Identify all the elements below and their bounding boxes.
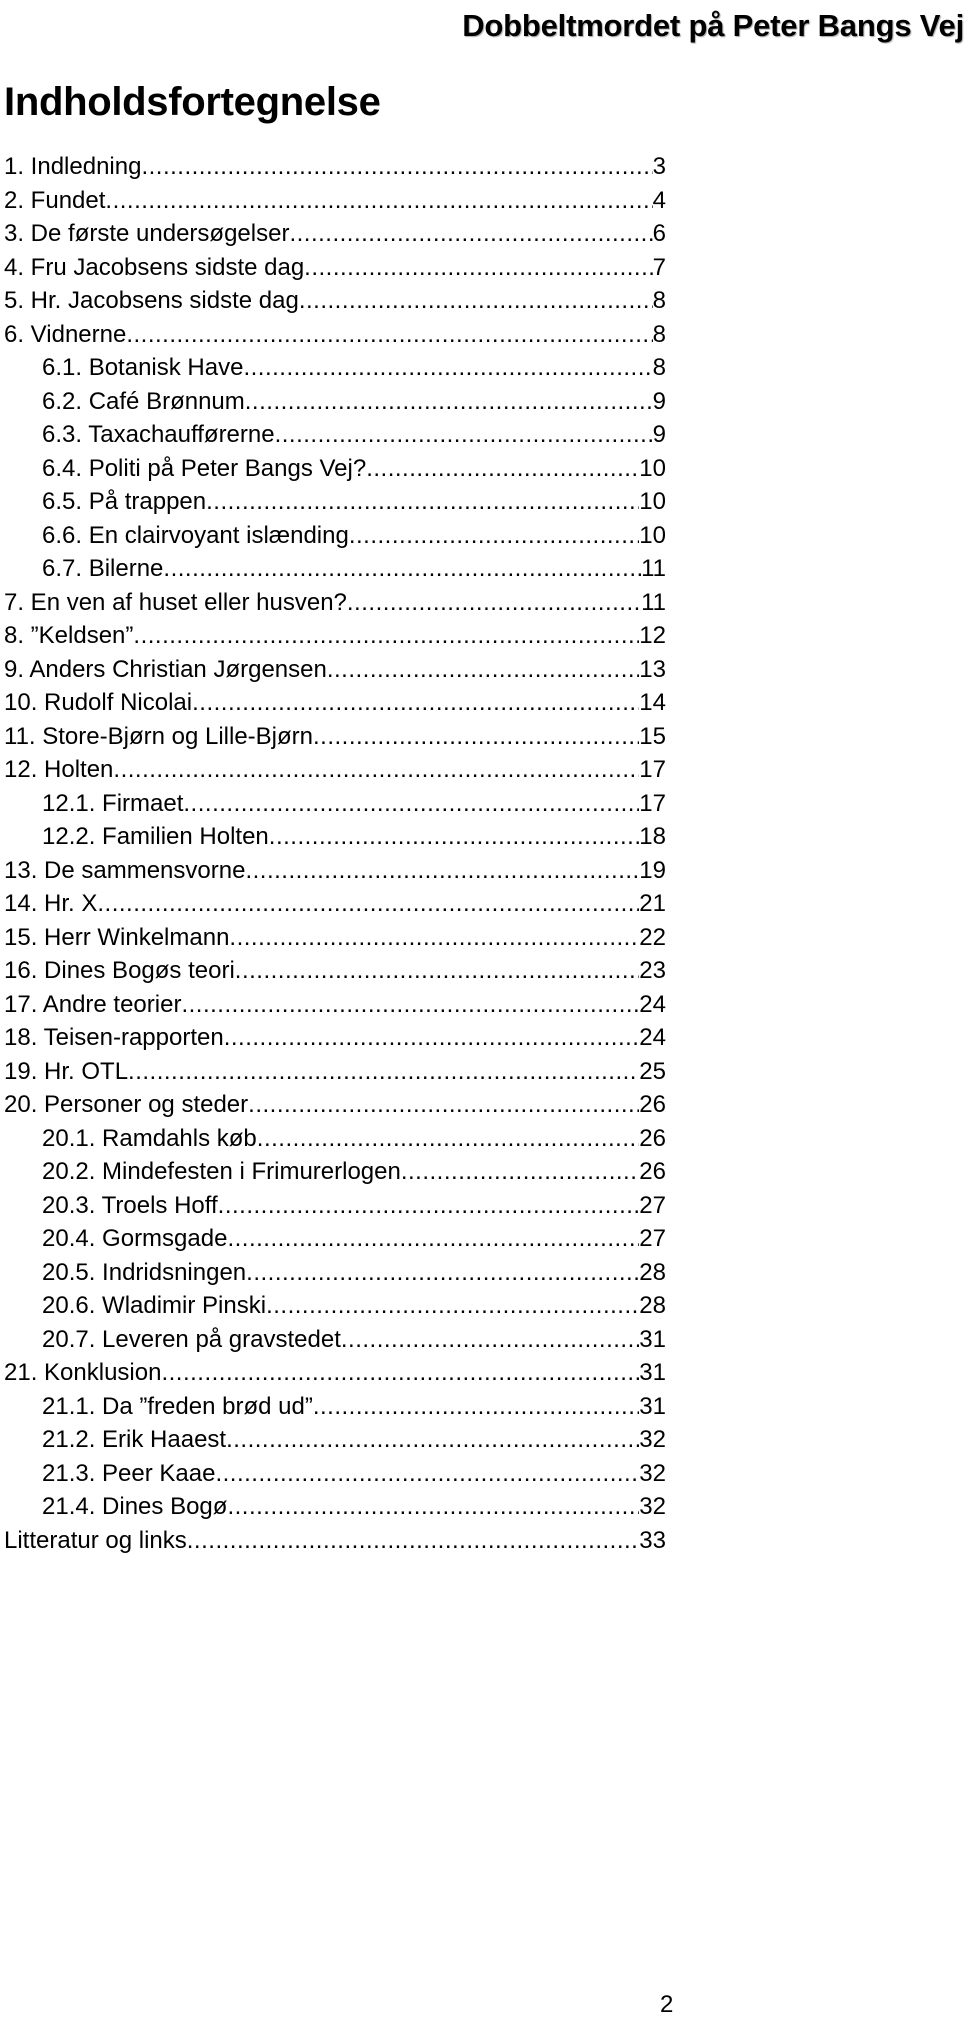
toc-dot-leader xyxy=(269,820,640,854)
toc-entry[interactable] xyxy=(0,1222,666,1256)
toc-entry[interactable] xyxy=(0,519,666,553)
toc-entry[interactable] xyxy=(0,1055,666,1089)
toc-entry[interactable] xyxy=(0,351,666,385)
toc-entry-page: 27 xyxy=(639,1191,666,1219)
toc-dot-leader xyxy=(105,184,652,218)
toc-dot-leader xyxy=(218,1189,640,1223)
toc-entry[interactable] xyxy=(0,686,666,720)
toc-entry[interactable] xyxy=(0,1323,666,1357)
toc-entry[interactable] xyxy=(0,217,666,251)
toc-entry[interactable] xyxy=(0,184,666,218)
toc-entry-label: 3. De første undersøgelser xyxy=(4,220,290,247)
toc-dot-leader xyxy=(243,351,652,385)
toc-entry-page: 10 xyxy=(639,488,666,515)
toc-entry-page: 4 xyxy=(652,186,666,214)
toc-dot-leader xyxy=(163,552,641,586)
toc-entry-page: 22 xyxy=(639,923,666,951)
toc-dot-leader xyxy=(304,251,652,285)
toc-dot-leader xyxy=(401,1155,639,1189)
toc-dot-leader xyxy=(97,887,639,921)
toc-title: Indholdsfortegnelse xyxy=(4,80,381,124)
toc-entry[interactable] xyxy=(0,586,666,620)
toc-entry[interactable] xyxy=(0,619,666,653)
running-header-title: Dobbeltmordet på Peter Bangs Vej xyxy=(462,8,964,43)
toc-entry[interactable] xyxy=(0,485,666,519)
toc-dot-leader xyxy=(128,1055,639,1089)
toc-entry-label: 11. Store-Bjørn og Lille-Bjørn xyxy=(4,722,313,750)
toc-entry[interactable] xyxy=(0,1356,666,1390)
table-of-contents xyxy=(0,150,666,1557)
toc-dot-leader xyxy=(206,485,639,519)
toc-entry-page: 27 xyxy=(639,1225,666,1252)
toc-entry-page: 7 xyxy=(652,253,666,281)
toc-entry[interactable] xyxy=(0,653,666,687)
toc-dot-leader xyxy=(275,418,653,452)
toc-entry[interactable] xyxy=(0,1122,666,1156)
toc-entry-label: 21.4. Dines Bogø xyxy=(42,1493,228,1520)
toc-entry-label: 18. Teisen-rapporten xyxy=(4,1024,224,1051)
toc-dot-leader xyxy=(245,854,639,888)
toc-entry-page: 26 xyxy=(639,1124,666,1152)
toc-entry-page: 8 xyxy=(652,320,666,348)
toc-dot-leader xyxy=(313,1390,639,1424)
toc-entry[interactable] xyxy=(0,1088,666,1122)
toc-entry-page: 26 xyxy=(639,1158,666,1185)
toc-entry-page: 12 xyxy=(639,622,666,649)
toc-entry-page: 31 xyxy=(639,1392,666,1420)
toc-entry-page: 8 xyxy=(652,354,666,381)
toc-entry-label: 20.6. Wladimir Pinski xyxy=(42,1292,267,1319)
toc-dot-leader xyxy=(215,1457,639,1491)
toc-entry-page: 10 xyxy=(639,521,666,549)
toc-dot-leader xyxy=(235,954,640,988)
toc-entry[interactable] xyxy=(0,1256,666,1290)
toc-dot-leader xyxy=(349,519,639,553)
toc-dot-leader xyxy=(299,284,653,318)
toc-entry[interactable] xyxy=(0,1457,666,1491)
toc-entry-label: 20.3. Troels Hoff xyxy=(42,1191,218,1219)
toc-entry-label: 9. Anders Christian Jørgensen xyxy=(4,655,327,683)
toc-entry-page: 15 xyxy=(639,722,666,750)
toc-entry-label: 6.6. En clairvoyant islænding xyxy=(42,521,349,549)
toc-entry[interactable] xyxy=(0,1423,666,1457)
toc-entry-label: 6.5. På trappen xyxy=(42,488,207,515)
toc-entry-page: 28 xyxy=(639,1292,666,1319)
toc-entry-label: 12.2. Familien Holten xyxy=(42,823,269,850)
toc-entry-label: Litteratur og links xyxy=(4,1526,187,1554)
toc-entry[interactable] xyxy=(0,854,666,888)
toc-entry-page: 31 xyxy=(639,1325,666,1353)
toc-entry-label: 6.2. Café Brønnum xyxy=(42,387,245,415)
toc-entry-page: 9 xyxy=(652,387,666,415)
toc-entry-label: 6.1. Botanisk Have xyxy=(42,354,244,381)
toc-entry[interactable] xyxy=(0,385,666,419)
toc-dot-leader xyxy=(161,1356,639,1390)
toc-entry[interactable] xyxy=(0,552,666,586)
toc-entry[interactable] xyxy=(0,1155,666,1189)
page-number: 2 xyxy=(660,1991,674,2018)
toc-dot-leader xyxy=(192,686,639,720)
toc-entry-label: 14. Hr. X xyxy=(4,890,98,917)
toc-entry-label: 1. Indledning xyxy=(4,153,142,180)
toc-entry-label: 12. Holten xyxy=(4,756,114,783)
toc-entry[interactable] xyxy=(0,251,666,285)
toc-entry[interactable] xyxy=(0,921,666,955)
toc-entry[interactable] xyxy=(0,150,666,184)
toc-dot-leader xyxy=(347,586,641,620)
toc-entry-label: 8. ”Keldsen” xyxy=(4,622,134,649)
toc-entry-label: 21. Konklusion xyxy=(4,1359,162,1386)
toc-entry[interactable] xyxy=(0,720,666,754)
toc-entry-label: 10. Rudolf Nicolai xyxy=(4,689,193,716)
toc-dot-leader xyxy=(141,150,652,184)
toc-dot-leader xyxy=(257,1122,640,1156)
toc-entry-page: 17 xyxy=(639,756,666,783)
toc-entry-page: 10 xyxy=(639,454,666,482)
toc-entry-page: 17 xyxy=(639,789,666,817)
toc-entry-label: 13. De sammensvorne xyxy=(4,856,246,884)
toc-entry[interactable] xyxy=(0,452,666,486)
toc-entry-page: 14 xyxy=(639,689,666,716)
toc-entry-label: 17. Andre teorier xyxy=(4,990,182,1018)
toc-entry-label: 4. Fru Jacobsens sidste dag xyxy=(4,253,305,281)
toc-entry[interactable] xyxy=(0,1289,666,1323)
toc-entry[interactable] xyxy=(0,1189,666,1223)
toc-entry-page: 3 xyxy=(652,153,666,180)
toc-dot-leader xyxy=(246,1256,639,1290)
toc-entry-label: 21.1. Da ”freden brød ud” xyxy=(42,1392,313,1420)
toc-entry-page: 32 xyxy=(639,1493,666,1520)
toc-entry-label: 21.2. Erik Haaest xyxy=(42,1426,227,1453)
toc-entry[interactable] xyxy=(0,887,666,921)
toc-entry-page: 23 xyxy=(639,957,666,984)
toc-entry-label: 20.1. Ramdahls køb xyxy=(42,1124,257,1152)
toc-dot-leader xyxy=(266,1289,639,1323)
toc-entry[interactable] xyxy=(0,988,666,1022)
toc-entry-label: 2. Fundet xyxy=(4,186,106,214)
toc-entry-label: 16. Dines Bogøs teori xyxy=(4,957,235,984)
toc-entry-label: 20.5. Indridsningen xyxy=(42,1258,247,1286)
toc-entry-page: 11 xyxy=(641,588,666,616)
toc-entry-label: 20.4. Gormsgade xyxy=(42,1225,228,1252)
toc-dot-leader xyxy=(289,217,652,251)
toc-dot-leader xyxy=(327,653,639,687)
toc-entry-label: 7. En ven af huset eller husven? xyxy=(4,588,347,616)
toc-entry-page: 26 xyxy=(639,1091,666,1118)
toc-entry-label: 6. Vidnerne xyxy=(4,320,127,348)
toc-entry[interactable] xyxy=(0,1524,666,1558)
toc-entry[interactable] xyxy=(0,1021,666,1055)
toc-entry-page: 11 xyxy=(641,555,666,582)
toc-entry-label: 20.2. Mindefesten i Frimurerlogen xyxy=(42,1158,401,1185)
toc-entry[interactable] xyxy=(0,418,666,452)
toc-dot-leader xyxy=(113,753,639,787)
toc-dot-leader xyxy=(248,1088,639,1122)
toc-entry-page: 33 xyxy=(639,1526,666,1554)
toc-entry-page: 25 xyxy=(639,1057,666,1085)
toc-entry[interactable] xyxy=(0,753,666,787)
toc-entry-label: 6.3. Taxachaufførerne xyxy=(42,421,275,448)
toc-entry[interactable] xyxy=(0,954,666,988)
toc-dot-leader xyxy=(366,452,639,486)
toc-entry[interactable] xyxy=(0,787,666,821)
toc-entry-label: 20.7. Leveren på gravstedet xyxy=(42,1325,341,1353)
toc-entry-page: 21 xyxy=(639,890,666,917)
toc-dot-leader xyxy=(229,921,639,955)
toc-entry-label: 6.4. Politi på Peter Bangs Vej? xyxy=(42,454,367,482)
toc-entry-page: 9 xyxy=(652,421,666,448)
toc-dot-leader xyxy=(187,1524,640,1558)
toc-entry-page: 31 xyxy=(639,1359,666,1386)
toc-dot-leader xyxy=(313,720,639,754)
toc-entry-page: 24 xyxy=(639,990,666,1018)
toc-entry-page: 6 xyxy=(652,220,666,247)
toc-entry[interactable] xyxy=(0,1490,666,1524)
toc-entry-page: 32 xyxy=(639,1459,666,1487)
toc-entry-label: 12.1. Firmaet xyxy=(42,789,184,817)
toc-dot-leader xyxy=(224,1021,640,1055)
toc-dot-leader xyxy=(226,1423,639,1457)
toc-entry-label: 20. Personer og steder xyxy=(4,1091,249,1118)
toc-dot-leader xyxy=(227,1490,639,1524)
toc-dot-leader xyxy=(183,787,639,821)
toc-entry-page: 32 xyxy=(639,1426,666,1453)
toc-entry[interactable] xyxy=(0,1390,666,1424)
toc-entry[interactable] xyxy=(0,284,666,318)
toc-dot-leader xyxy=(181,988,639,1022)
toc-entry-page: 28 xyxy=(639,1258,666,1286)
toc-entry-label: 15. Herr Winkelmann xyxy=(4,923,230,951)
toc-entry[interactable] xyxy=(0,318,666,352)
toc-entry-page: 19 xyxy=(639,856,666,884)
toc-entry-page: 8 xyxy=(652,287,666,314)
toc-dot-leader xyxy=(341,1323,639,1357)
toc-dot-leader xyxy=(227,1222,639,1256)
toc-entry-page: 18 xyxy=(639,823,666,850)
toc-dot-leader xyxy=(245,385,653,419)
toc-entry[interactable] xyxy=(0,820,666,854)
toc-entry-label: 19. Hr. OTL xyxy=(4,1057,129,1085)
toc-dot-leader xyxy=(133,619,639,653)
toc-entry-label: 5. Hr. Jacobsens sidste dag xyxy=(4,287,299,314)
toc-dot-leader xyxy=(126,318,652,352)
toc-entry-label: 21.3. Peer Kaae xyxy=(42,1459,216,1487)
toc-entry-page: 13 xyxy=(639,655,666,683)
toc-entry-page: 24 xyxy=(639,1024,666,1051)
toc-entry-label: 6.7. Bilerne xyxy=(42,555,164,582)
